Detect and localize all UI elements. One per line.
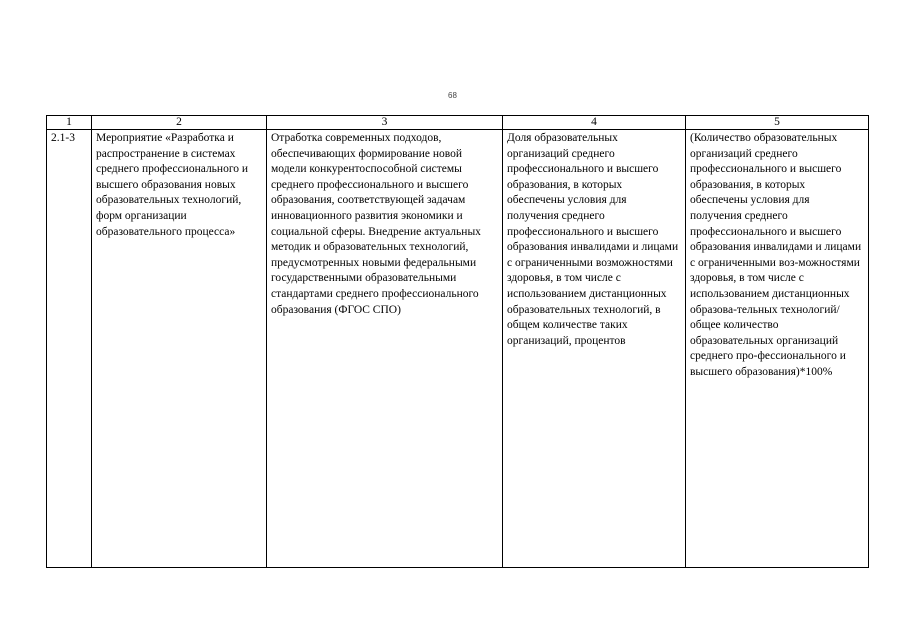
table-row [47,130,869,568]
column-header-3: 3 [267,116,503,130]
column-header-1: 1 [47,116,92,130]
content-cell: Отработка современных подходов, обеспечивающих формирование новой модели конкурентоспособной системы среднего профессионального и высшего образования, соответствующей задачам инновационного развития экономики и социальной сферы. Внедрение актуальных методик и образовательных технологий, предусмотренных новыми федеральными государственными образовательными стандартами среднего профессионального образования (ФГОС СПО) [267,130,503,568]
indicator-table [46,115,869,568]
table-header-row [47,116,869,130]
page-number: 68 [448,91,457,100]
event-cell: Мероприятие «Разработка и распространение в системах среднего профессионального и высшего образования новых образовательных технологий, форм организации образовательного процесса» [92,130,267,568]
column-header-2: 2 [92,116,267,130]
formula-cell: (Количество образовательных организаций среднего профессионального и высшего образования, в которых обеспечены условия для получения среднего профессионального и высшего образования инвалидами и лицами с ограниченными воз-можностями здоровья, в том числе с использованием дистанционных образова-тельных технологий/общее количество образовательных организаций среднего про-фессионального и высшего образования)*100% [686,130,869,568]
column-header-5: 5 [686,116,869,130]
column-header-4: 4 [503,116,686,130]
row-code-cell: 2.1-3 [47,130,92,568]
indicator-cell: Доля образовательных организаций среднего профессионального и высшего образования, в которых обеспечены условия для получения среднего профессионального и высшего образования инвалидами и лицами с ограниченными возможностями здоровья, в том числе с использованием дистанционных образовательных технологий, в общем количестве таких организаций, процентов [503,130,686,568]
